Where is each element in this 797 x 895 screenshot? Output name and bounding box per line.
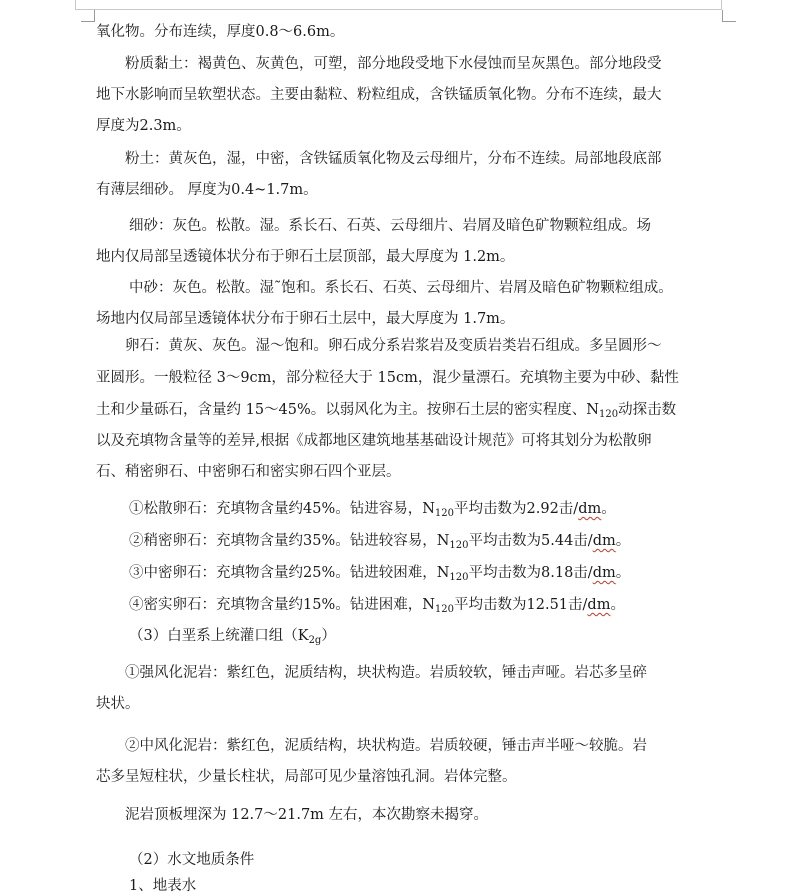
paragraph-line: 芯多呈短柱状，少量长柱状，局部可见少量溶蚀孔洞。岩体完整。: [96, 769, 517, 785]
margin-corner-mark-right: [722, 10, 736, 22]
paragraph-line: 块状。: [96, 696, 140, 712]
subscript: 120: [449, 540, 469, 551]
paragraph-line: 石、稍密卵石、中密卵石和密实卵石四个亚层。: [96, 464, 401, 480]
paragraph-line: 中砂：灰色。松散。湿˜饱和。系长石、石英、云母细片、岩屑及暗色矿物颗粒组成。: [129, 280, 673, 296]
paragraph-line: ①强风化泥岩：紫红色，泥质结构，块状构造。岩质较软，锤击声哑。岩芯多呈碎: [125, 665, 647, 681]
subscript: 120: [434, 508, 455, 519]
subscript: 120: [449, 572, 469, 583]
paragraph-line: 卵石：黄灰、灰色。湿～饱和。卵石成分系岩浆岩及变质岩类岩石组成。多呈圆形～: [125, 338, 662, 354]
unit-text: dm: [592, 565, 616, 581]
subsection-heading: 1、地表水: [129, 878, 197, 894]
paragraph-line: [96, 398, 676, 420]
paragraph-line: 厚度为2.3m。: [96, 118, 191, 134]
paragraph-line: 泥岩顶板埋深为 12.7～21.7m 左右，本次勘察未揭穿。: [125, 807, 489, 823]
paragraph-line: 细砂：灰色。松散。湿。系长石、石英、云母细片、岩屑及暗色矿物颗粒组成。场: [129, 218, 651, 234]
unit-text: dm: [587, 597, 611, 613]
unit-text: dm: [592, 533, 616, 549]
subscript: 120: [598, 409, 619, 420]
line-text: 土和少量砾石，含量约 15～45%。以弱风化为主。按卵石土层的密实程度、N: [96, 402, 599, 418]
paragraph-line: 粉土：黄灰色，湿，中密，含铁锰质氧化物及云母细片，分布不连续。局部地段底部: [125, 151, 662, 167]
paragraph-line: 亚圆形。一般粒径 3～9cm，部分粒径大于 15cm，混少量漂石。充填物主要为中砂、黏性: [96, 370, 679, 386]
paragraph-line: 氧化物。分布连续，厚度0.8～6.6m。: [96, 24, 345, 40]
subscript: 120: [434, 604, 455, 615]
list-item: ②稍密卵石：充填物含量约35%。钻进较容易，$N_{120}$平均击数为5.44击/dm。: [129, 533, 631, 551]
list-item: ③中密卵石：充填物含量约25%。钻进较困难，$N_{120}$平均击数为8.18击/dm。: [129, 565, 631, 583]
page-top-edge: [75, 0, 722, 10]
paragraph-line: 有薄层细砂。 厚度为0.4~1.7m。: [96, 182, 318, 198]
list-item: ①松散卵石：充填物含量约45%。钻进容易，$N_{120}$平均击数为2.92击/dm。: [129, 501, 616, 519]
paragraph-line: 场地内仅局部呈透镜体状分布于卵石土层中，最大厚度为 1.7m。: [96, 311, 515, 327]
paragraph-line: ②中风化泥岩：紫红色，泥质结构，块状构造。岩质较硬，锤击声半哑～较脆。岩: [125, 738, 647, 754]
list-item: ④密实卵石：充填物含量约15%。钻进困难，$N_{120}$平均击数为12.51击/dm。: [129, 597, 625, 615]
paragraph-line: 地下水影响而呈软塑状态。主要由黏粒、粉粒组成，含铁锰质氧化物。分布不连续，最大: [96, 87, 662, 103]
section-heading: （3）白垩系上统灌口组$(K_{2g})$: [129, 628, 336, 646]
margin-corner-mark-left: [81, 10, 95, 22]
paragraph-line: 地内仅局部呈透镜体状分布于卵石土层顶部，最大厚度为 1.2m。: [96, 249, 515, 265]
line-text: 动探击数: [618, 402, 677, 418]
paragraph-line: 粉质黏土：褐黄色、灰黄色，可塑，部分地段受地下水侵蚀而呈灰黑色。部分地段受: [125, 56, 662, 72]
section-heading: （2）水文地质条件: [129, 852, 255, 868]
subscript: 2g: [308, 635, 322, 646]
paragraph-line: 以及充填物含量等的差异,根据《成都地区建筑地基基础设计规范》可将其划分为松散卵: [96, 433, 652, 449]
unit-text: dm: [578, 501, 602, 517]
